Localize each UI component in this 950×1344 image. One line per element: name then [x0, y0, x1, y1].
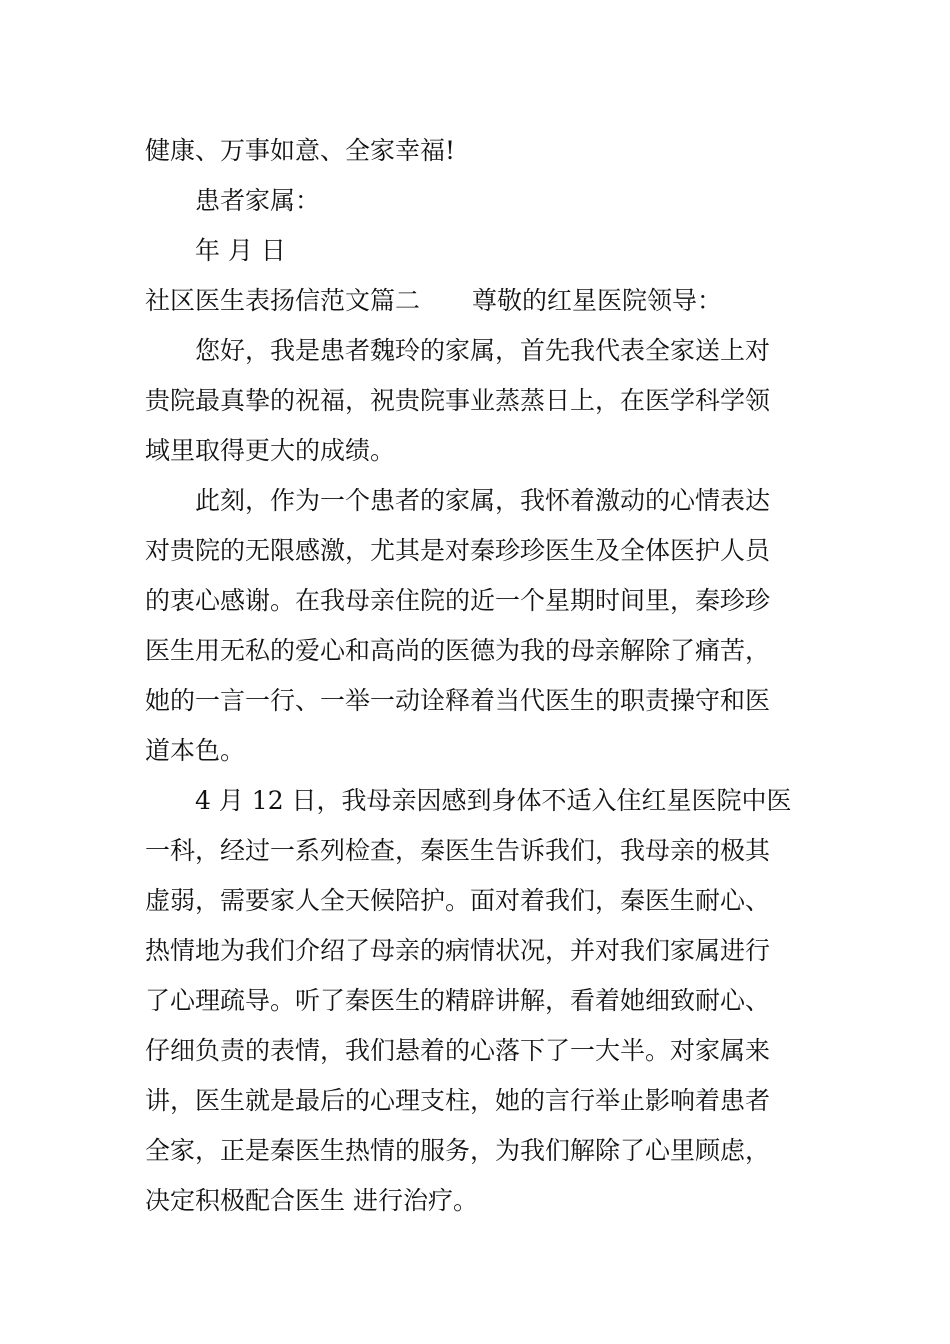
text-line: 道本色。 [145, 736, 246, 765]
text-line: 域里取得更大的成绩。 [145, 436, 396, 465]
text-line: 您好，我是患者魏玲的家属，首先我代表全家送上对 [195, 336, 771, 365]
text-line: 此刻，作为一个患者的家属，我怀着激动的心情表达 [195, 486, 771, 515]
signature-line: 患者家属： [195, 186, 321, 215]
text-line: 健康、万事如意、全家幸福! [145, 136, 456, 165]
text-line: 4 月 12 日，我母亲因感到身体不适入住红星医院中医 [195, 786, 792, 815]
text-line: 热情地为我们介绍了母亲的病情状况，并对我们家属进行 [145, 936, 771, 965]
text-line: 仔细负责的表情，我们悬着的心落下了一大半。对家属来 [145, 1036, 771, 1065]
text-line: 对贵院的无限感激，尤其是对秦珍珍医生及全体医护人员 [145, 536, 771, 565]
text-line: 一科，经过一系列检查，秦医生告诉我们，我母亲的极其 [145, 836, 771, 865]
text-line: 讲，医生就是最后的心理支柱，她的言行举止影响着患者 [145, 1086, 771, 1115]
text-line: 贵院最真挚的祝福，祝贵院事业蒸蒸日上，在医学科学领 [145, 386, 771, 415]
text-line: 全家，正是秦医生热情的服务，为我们解除了心里顾虑， [145, 1136, 771, 1165]
text-line: 的衷心感谢。在我母亲住院的近一个星期时间里，秦珍珍 [145, 586, 771, 615]
section-title: 社区医生表扬信范文篇二 [145, 286, 421, 315]
text-line: 决定积极配合医生 进行治疗。 [145, 1186, 478, 1215]
salutation: 尊敬的红星医院领导： [472, 286, 723, 315]
text-line: 医生用无私的爱心和高尚的医德为我的母亲解除了痛苦， [145, 636, 771, 665]
text-line: 了心理疏导。听了秦医生的精辟讲解，看着她细致耐心、 [145, 986, 771, 1015]
text-line: 虚弱，需要家人全天候陪护。面对着我们，秦医生耐心、 [145, 886, 771, 915]
text-line: 她的一言一行、一举一动诠释着当代医生的职责操守和医 [145, 686, 771, 715]
section-heading-line [145, 286, 815, 316]
date-line: 年 月 日 [195, 236, 286, 265]
